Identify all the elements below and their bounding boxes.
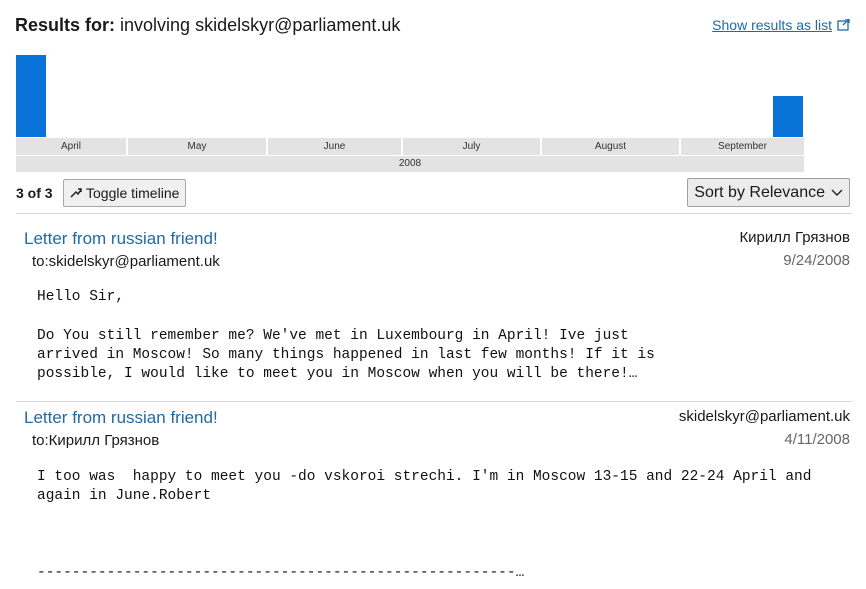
- result-snippet: Hello Sir, Do You still remember me? We've met in Luxembourg in April! Ive just arrived in Moscow! So many things happened in last few months! If it is possible, I would like to meet you in Moscow when you will be there!…: [37, 289, 655, 383]
- search-query: involving skidelskyr@parliament.uk: [120, 15, 401, 35]
- timeline-bars: [16, 52, 804, 137]
- chevron-down-icon: [831, 189, 843, 197]
- toggle-timeline-button[interactable]: [63, 179, 186, 207]
- result-snippet: I too was happy to meet you -do vskoroi strechi. I'm in Moscow 13-15 and 22-24 April and again in June.Robert -------------------------------------------------------…: [37, 469, 812, 582]
- trend-arrow-icon: [70, 187, 82, 199]
- timeline-month-april[interactable]: April: [16, 138, 126, 155]
- sort-dropdown[interactable]: [687, 178, 850, 207]
- show-list-label: Show results as list: [712, 17, 832, 33]
- sort-label: Sort by Relevance: [694, 183, 825, 201]
- results-for-label: Results for:: [15, 15, 116, 35]
- timeline-chart: [16, 52, 804, 172]
- timeline-months: [16, 138, 804, 155]
- timeline-month-june[interactable]: June: [268, 138, 401, 155]
- results-toolbar: [16, 178, 850, 210]
- result-subject-link[interactable]: Letter from russian friend!: [24, 229, 218, 248]
- show-results-as-list-link[interactable]: [712, 17, 850, 33]
- result-item: [16, 229, 850, 394]
- timeline-year: 2008: [16, 156, 804, 172]
- result-recipient: to:skidelskyr@parliament.uk: [32, 253, 220, 270]
- results-header: [15, 15, 400, 36]
- open-list-icon: [837, 19, 850, 32]
- timeline-month-september[interactable]: September: [681, 138, 804, 155]
- result-divider: [16, 401, 852, 402]
- timeline-bar-september[interactable]: [773, 96, 803, 137]
- result-date: 9/24/2008: [783, 252, 850, 269]
- toolbar-divider: [16, 213, 852, 214]
- result-date: 4/11/2008: [784, 431, 850, 448]
- timeline-month-august[interactable]: August: [542, 138, 679, 155]
- timeline-bar-april[interactable]: [16, 55, 46, 137]
- result-sender: skidelskyr@parliament.uk: [678, 408, 850, 425]
- result-item: [16, 408, 850, 588]
- result-count: 3 of 3: [16, 185, 53, 201]
- result-recipient: to:Кирилл Грязнов: [32, 432, 160, 449]
- timeline-month-july[interactable]: July: [403, 138, 540, 155]
- result-sender: Кирилл Грязнов: [739, 229, 850, 246]
- result-subject-link[interactable]: Letter from russian friend!: [24, 408, 218, 427]
- toggle-timeline-label: Toggle timeline: [86, 185, 180, 201]
- timeline-month-may[interactable]: May: [128, 138, 266, 155]
